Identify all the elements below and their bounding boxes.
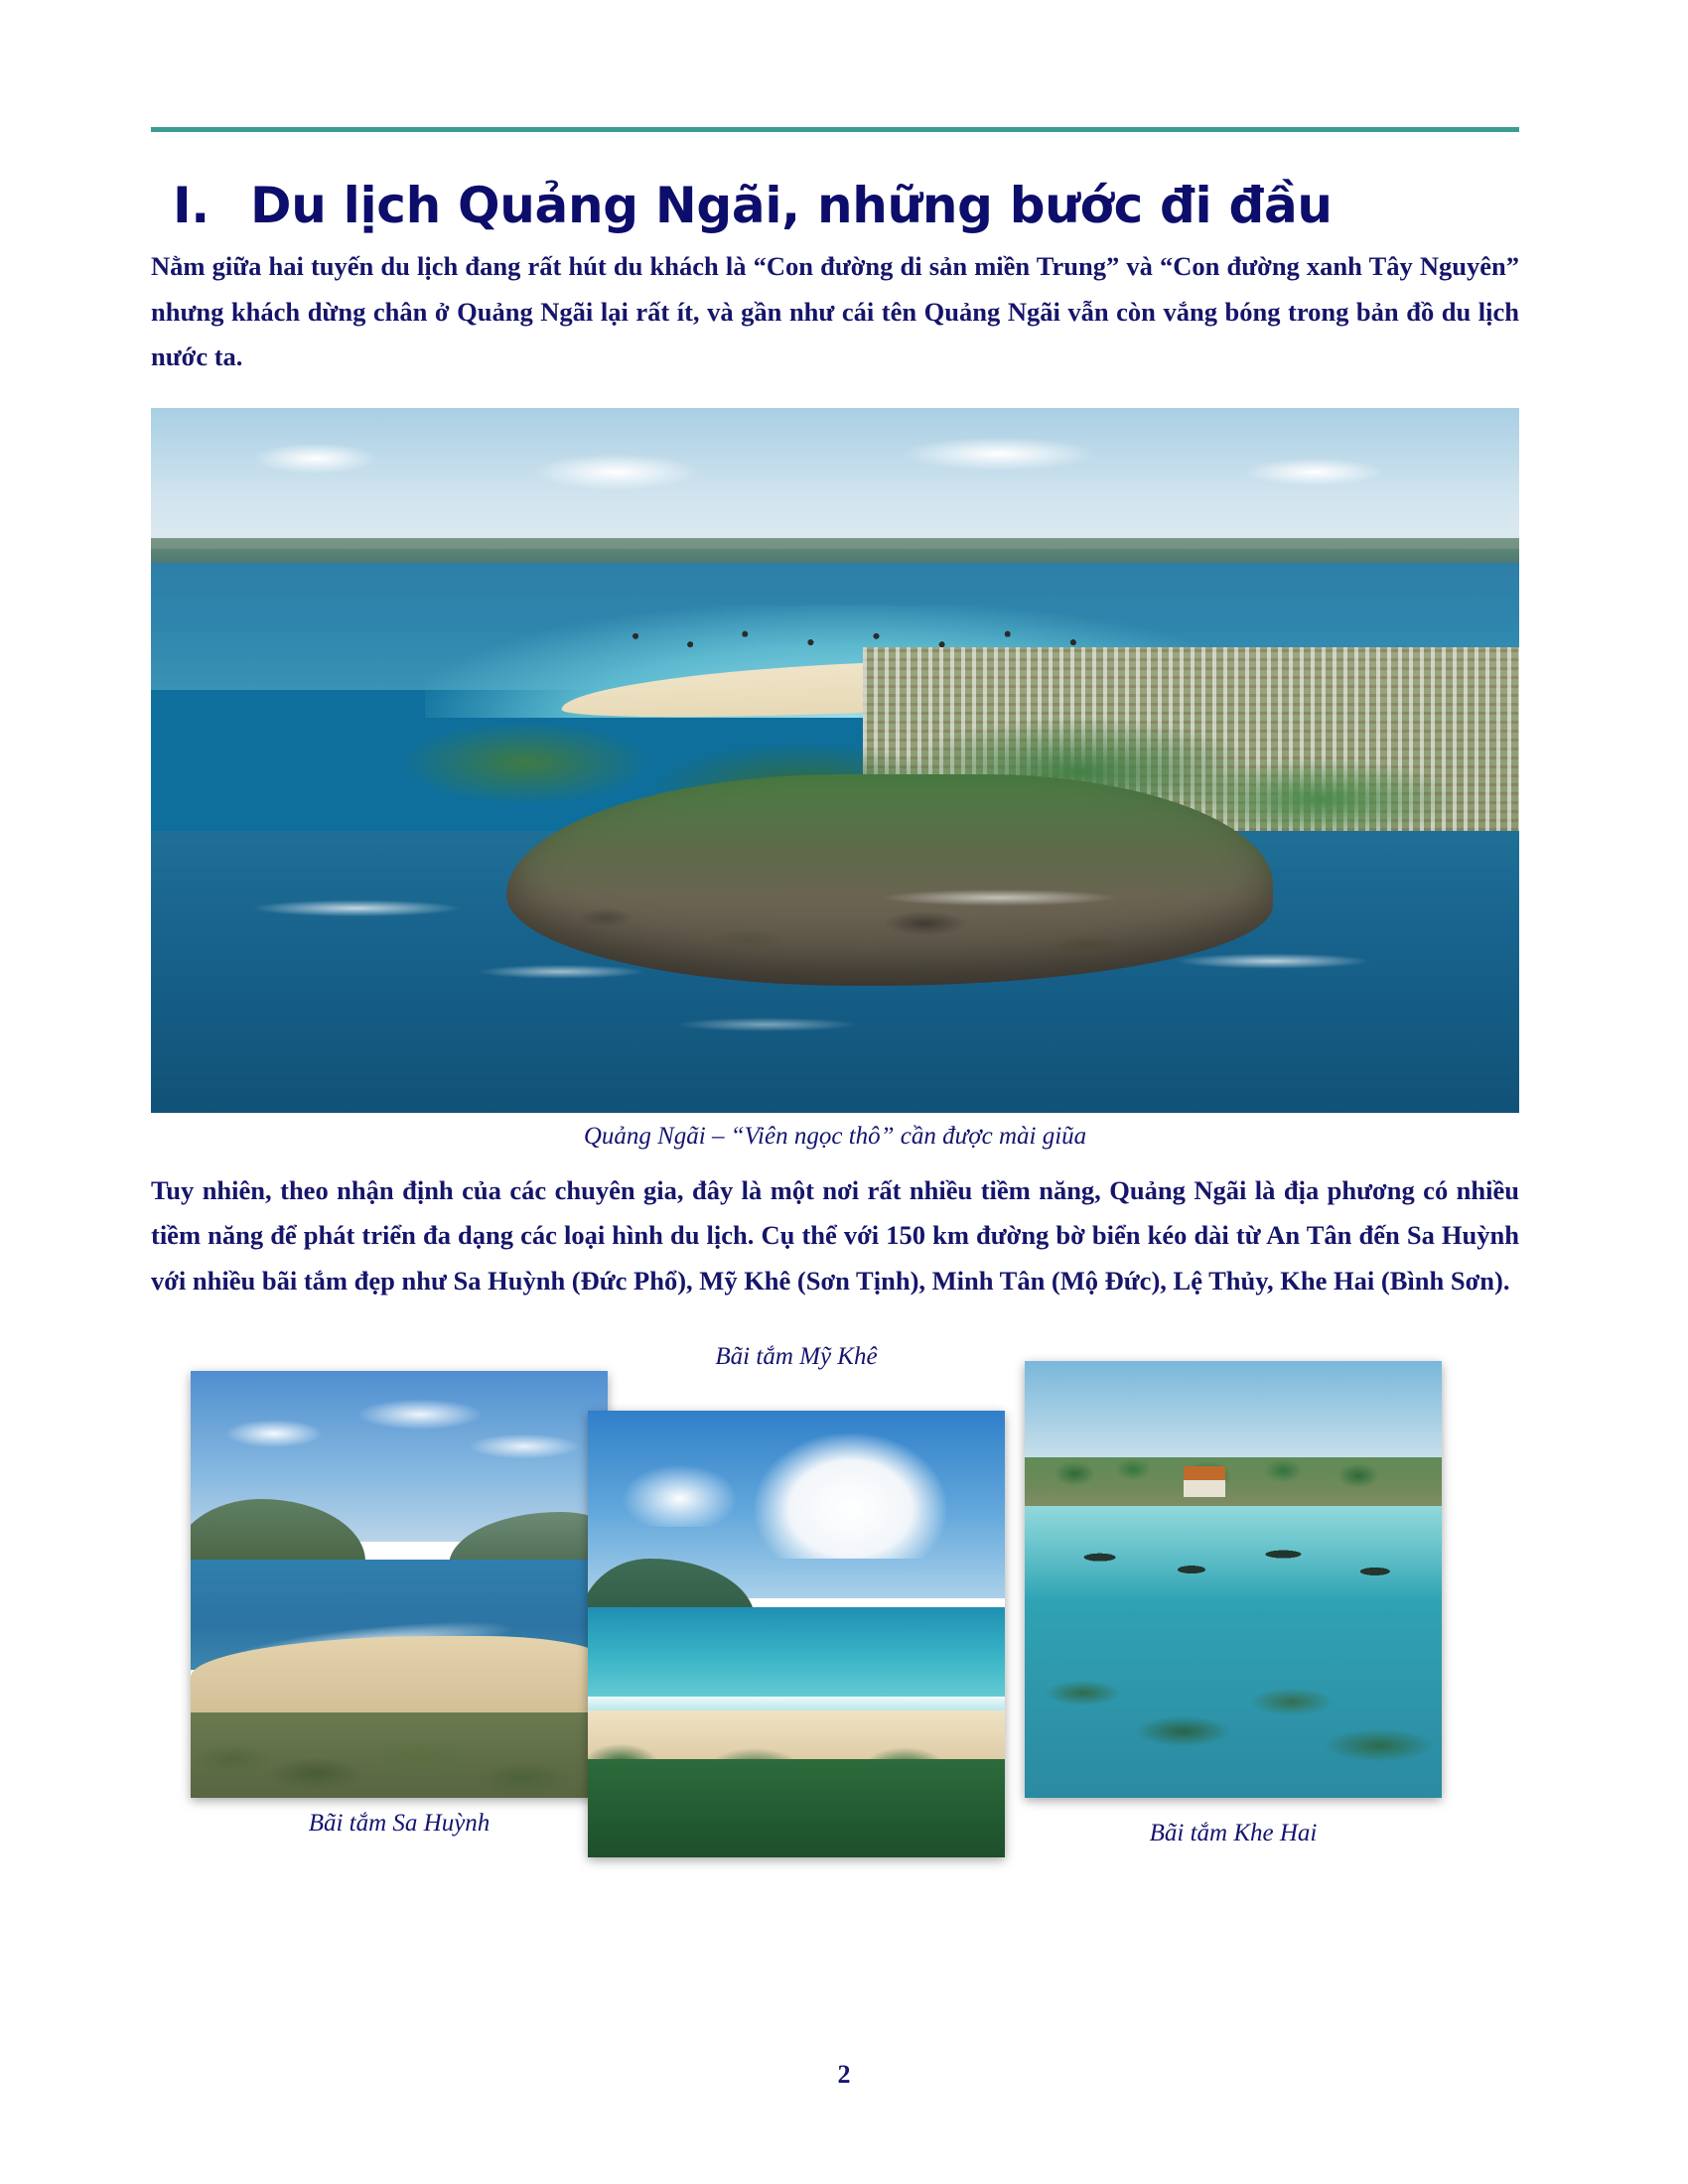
aerial-coastline-photo [151,408,1519,1113]
intro-paragraph: Nằm giữa hai tuyến du lịch đang rất hút du khách là “Con đường di sản miền Trung” và “Con đường xanh Tây Nguyên” nhưng khách dừng chân ở Quảng Ngãi lại rất ít, và gần như cái tên Quảng Ngãi vẫn còn vắng bóng trong bản đồ du lịch nước ta. [151,251,1519,372]
beach-gallery [151,1333,1519,1889]
my-khe-caption: Bãi tắm Mỹ Khê [715,1343,878,1371]
my-khe-beach-photo [588,1411,1005,1857]
sa-huynh-beach-photo [191,1371,608,1798]
heading-numeral: I. [173,177,210,234]
hero-caption: Quảng Ngãi – “Viên ngọc thô” cần được mài giũa [583,1122,1087,1150]
header-rule [151,127,1519,132]
khe-hai-caption: Bãi tắm Khe Hai [1149,1820,1318,1847]
second-paragraph: Tuy nhiên, theo nhận định của các chuyên gia, đây là một nơi rất nhiều tiềm năng, Quảng Ngãi là địa phương có nhiều tiềm năng để phát triển đa dạng các loại hình du lịch. Cụ thể với 150 km đường bờ biển kéo dài từ An Tân đến Sa Huỳnh với nhiều bãi tắm đẹp như Sa Huỳnh (Đức Phổ), Mỹ Khê (Sơn Tịnh), Minh Tân (Mộ Đức), Lệ Thủy, Khe Hai (Bình Sơn). [151,1174,1519,1296]
page-number: 2 [837,2060,851,2089]
hero-figure [151,408,1519,1151]
khe-hai-beach-photo [1025,1361,1442,1798]
heading-text: Du lịch Quảng Ngãi, những bước đi đầu [250,177,1333,234]
page-title [151,177,1519,234]
sa-huynh-caption: Bãi tắm Sa Huỳnh [308,1810,491,1838]
page-content [151,149,1519,1889]
